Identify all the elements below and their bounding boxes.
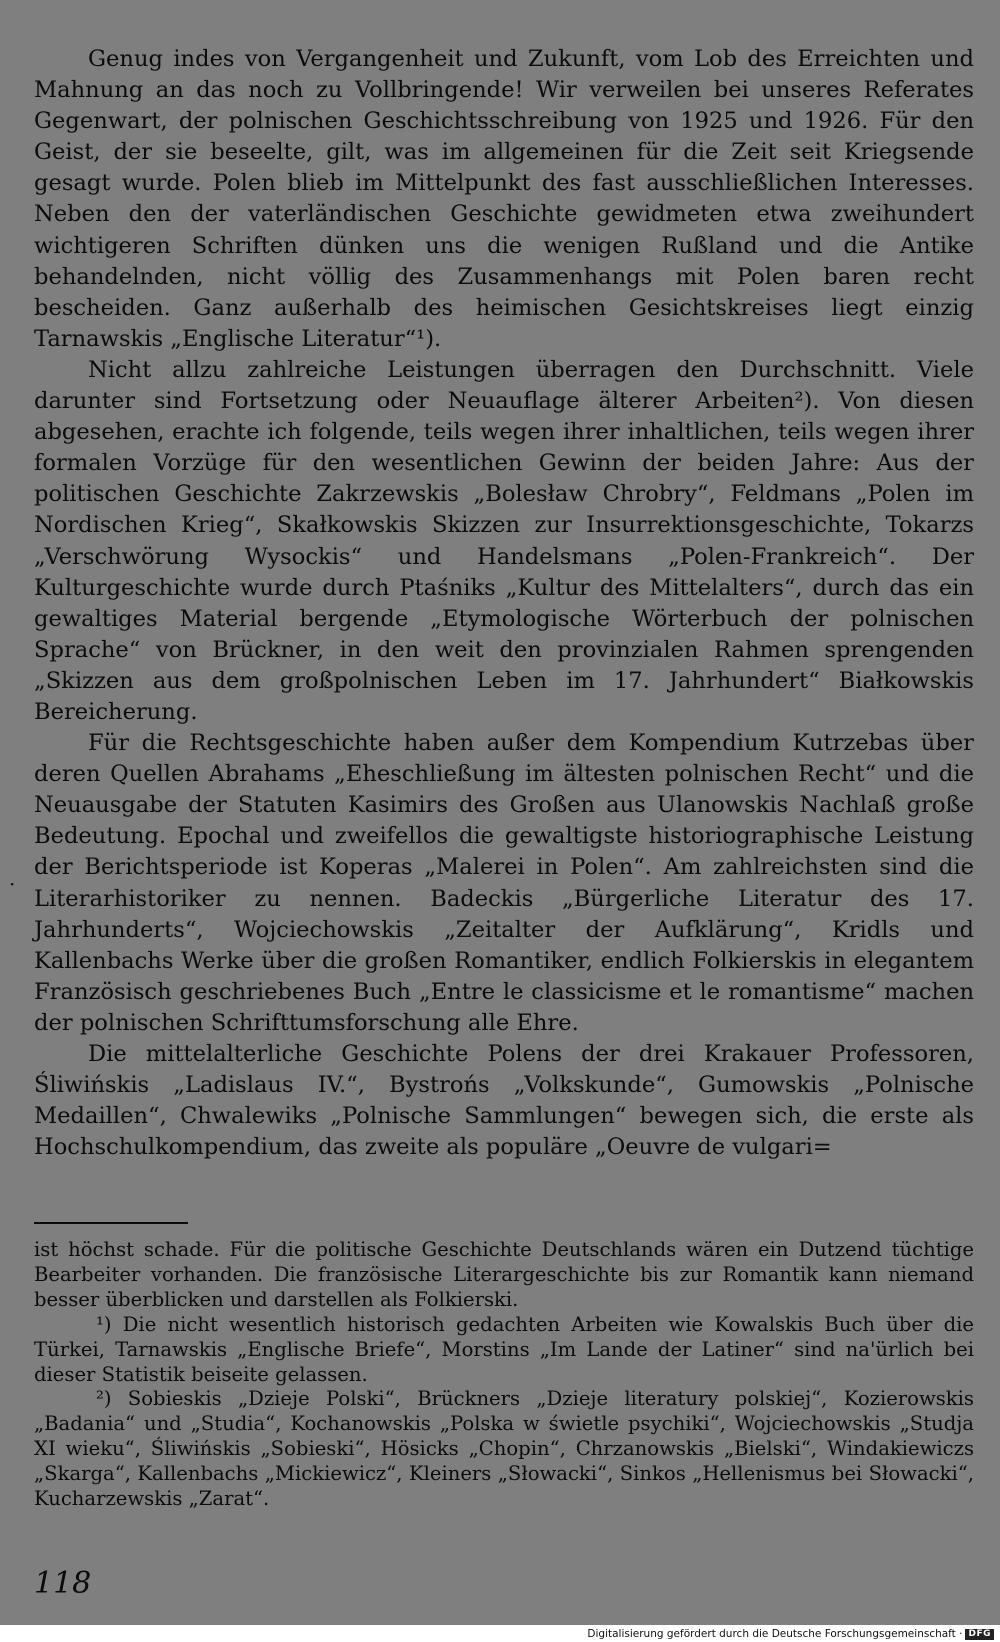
page-number: 118 bbox=[34, 1566, 92, 1601]
dfg-logo-icon: DFG bbox=[965, 1629, 994, 1640]
credit-text: Digitalisierung gefördert durch die Deutsche Forschungsgemeinschaft · bbox=[587, 1628, 963, 1640]
paragraph: Die mittelalterliche Geschichte Polens der drei Krakauer Professoren, Śliwińskis „Ladislaus IV.“, Bystrońs „Volkskunde“, Gumowskis „Polnische Medaillen“, Chwalewiks „Polnische Sammlungen“ bewegen sich, die erste als Hochschulkompendium, das zweite als populäre „Oeuvre de vulgari= bbox=[34, 1041, 974, 1161]
main-text bbox=[34, 44, 974, 1163]
footnote-rule bbox=[34, 1222, 188, 1224]
paragraph: Genug indes von Vergangenheit und Zukunft, vom Lob des Erreichten und Mahnung an das noch zu Vollbringende! Wir verweilen bei unseres Referates Gegenwart, der polnischen Geschichtsschreibung von 1925 und 1926. Für den Geist, der sie beseelte, gilt, was im allgemeinen für die Zeit seit Kriegsende gesagt wurde. Polen blieb im Mittelpunkt des fast ausschließlichen Interesses. Neben den der vaterländischen Geschichte gewidmeten etwa zweihundert wichtigeren Schriften dünken uns die wenigen Rußland und die Antike behandelnden, nicht völlig des Zusammenhangs mit Polen baren recht bescheiden. Ganz außerhalb des heimischen Gesichtskreises liegt einzig Tarnawskis „Englische Literatur“¹). bbox=[34, 46, 974, 352]
paragraph: Nicht allzu zahlreiche Leistungen überragen den Durchschnitt. Viele darunter sind Fortsetzung oder Neuauflage älterer Arbeiten²). Von diesen abgesehen, erachte ich folgende, teils wegen ihrer inhaltlichen, teils wegen ihrer formalen Vorzüge für den wesentlichen Gewinn der beiden Jahre: Aus der politischen Geschichte Zakrzewskis „Bolesław Chrobry“, Feldmans „Polen im Nordischen Krieg“, Skałkowskis Skizzen zur Insurrektionsgeschichte, Tokarzs „Verschwörung Wysockis“ und Handelsmans „Polen-Frankreich“. Der Kulturgeschichte wurde durch Ptaśniks „Kultur des Mittelalters“, durch das ein gewaltiges Material bergende „Etymologische Wörterbuch der polnischen Sprache“ von Brückner, in den weit den provinzialen Rahmen sprengenden „Skizzen aus dem großpolnischen Leben im 17. Jahrhundert“ Białkowskis Bereicherung. bbox=[34, 356, 974, 725]
footnote-2: ²) Sobieskis „Dzieje Polski“, Brückners „Dzieje literatury polskiej“, Kozierowskis „Badania“ und „Studia“, Kochanowskis „Polska w świetle psychiki“, Wojciechowskis „Studja XI wieku“, Śliwińskis „Sobieski“, Hösicks „Chopin“, Chrzanowskis „Bielski“, Windakiewiczs „Skarga“, Kallenbachs „Mickiewicz“, Kleiners „Słowacki“, Sinkos „Hellenismus bei Słowacki“, Kucharzewskis „Zarat“. bbox=[34, 1387, 974, 1511]
paragraph: Für die Rechtsgeschichte haben außer dem Kompendium Kutrzebas über deren Quellen Abrahams „Eheschließung im ältesten polnischen Recht“ und die Neuausgabe der Statuten Kasimirs des Großen aus Ulanowskis Nachlaß große Bedeutung. Epochal und zweifellos die gewaltigste historiographische Leistung der Berichtsperiode ist Koperas „Malerei in Polen“. Am zahlreichsten sind die Literarhistoriker zu nennen. Badeckis „Bürgerliche Literatur des 17. Jahrhunderts“, Wojciechowskis „Zeitalter der Aufklärung“, Kridls und Kallenbachs Werke über die großen Romantiker, endlich Folkierskis in elegantem Französisch geschriebenes Buch „Entre le classicisme et le romantisme“ machen der polnischen Schrifttumsforschung alle Ehre. bbox=[34, 730, 974, 1036]
footnotes bbox=[34, 1238, 974, 1512]
digitization-credit bbox=[587, 1627, 994, 1641]
margin-mark: · bbox=[9, 872, 16, 896]
footnote-continuation: ist höchst schade. Für die politische Geschichte Deutschlands wären ein Dutzend tüchtige Bearbeiter vorhanden. Die französische Literargeschichte bis zur Romantik kann niemand besser überblicken und darstellen als Folkierski. bbox=[34, 1238, 974, 1311]
footnote-1: ¹) Die nicht wesentlich historisch gedachten Arbeiten wie Kowalskis Buch über die Türkei, Tarnawskis „Englische Briefe“, Morstins „Im Lande der Latiner“ sind na'ürlich bei dieser Statistik beiseite gelassen. bbox=[34, 1312, 974, 1386]
